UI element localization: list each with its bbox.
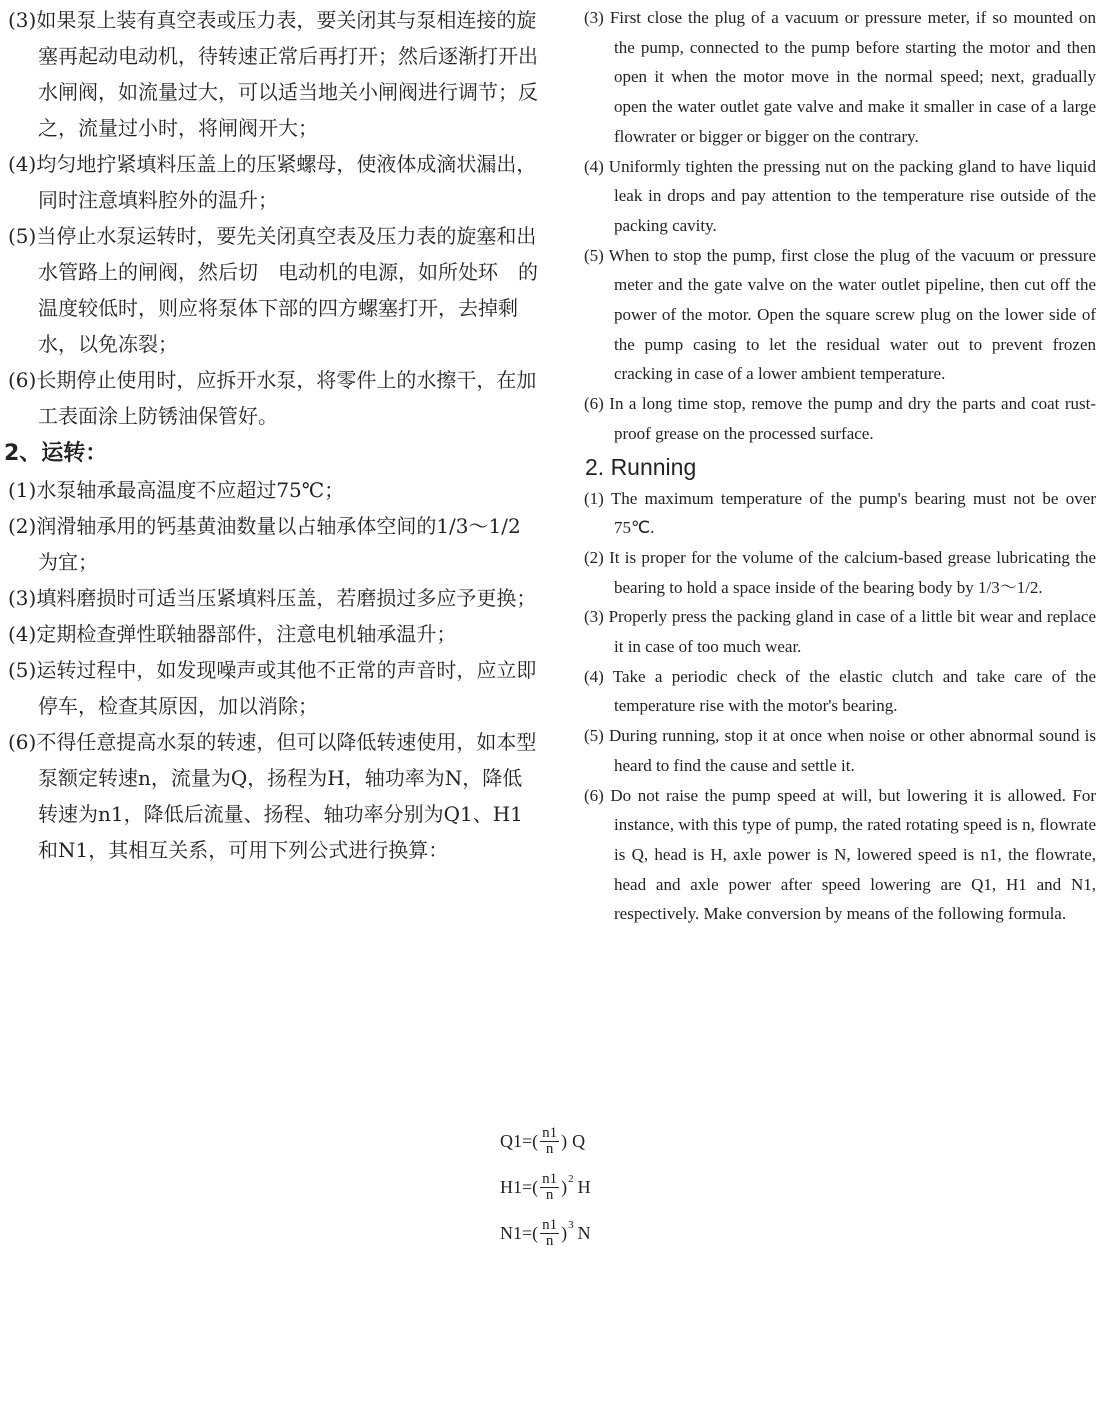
en-running-item-1: (1) The maximum temperature of the pump's bearing must not be over 75℃. xyxy=(584,488,1096,538)
formula-fraction xyxy=(540,1218,559,1249)
en-item-6-long-stop: (6) In a long time stop, remove the pump and dry the parts and coat rust-proof grease on the processed surface. xyxy=(584,394,1096,443)
fraction-numerator: n1 xyxy=(542,1216,558,1233)
formula-fraction xyxy=(540,1172,559,1203)
cn-item-5-stop: (5)当停止水泵运转时，要先关闭真空表及压力表的旋塞和出水管路上的闸阀，然后切 电动机的电源，如所处环 的温度较低时，则应将泵体下部的四方螺塞打开，去掉剩水，以免冻裂； xyxy=(8,224,538,356)
en-running-heading: 2. Running xyxy=(585,453,697,480)
formula-lhs: Q1=( xyxy=(500,1130,539,1151)
en-running-item-4: (4) Take a periodic check of the elastic clutch and take care of the temperature rise with the motor's bearing. xyxy=(584,666,1096,716)
fraction-denominator: n xyxy=(545,1232,554,1249)
formula-rhs: Q xyxy=(572,1130,586,1151)
cn-running-item-5: (5)运转过程中，如发现噪声或其他不正常的声音时，应立即停车，检查其原因，加以消除； xyxy=(8,658,537,718)
formula-rhs: H xyxy=(577,1176,591,1197)
formula-power: 2 xyxy=(568,1173,574,1185)
cn-running-item-1: (1)水泵轴承最高温度不应超过75℃； xyxy=(8,478,345,502)
en-item-3-plug: (3) First close the plug of a vacuum or pressure meter, if so mounted on the pump, connected to the pump before starting the motor and then open it when the motor move in the normal speed; next, gradually open the water outlet gate valve and make it smaller in case of a large flowrater or bigger or bigger on the contrary. xyxy=(584,8,1096,146)
fraction-denominator: n xyxy=(545,1186,554,1203)
english-column xyxy=(584,0,1096,929)
chinese-column xyxy=(0,0,540,868)
cn-item-4-gland: (4)均匀地拧紧填料压盖上的压紧螺母，使液体成滴状漏出，同时注意填料腔外的温升； xyxy=(8,152,537,212)
formula-lhs: H1=( xyxy=(500,1176,539,1197)
fraction-denominator: n xyxy=(545,1140,554,1157)
formula-lhs: N1=( xyxy=(500,1222,539,1243)
cn-running-item-2: (2)润滑轴承用的钙基黄油数量以占轴承体空间的1/3～1/2为宜； xyxy=(8,514,521,574)
cn-running-item-4: (4)定期检查弹性联轴器部件，注意电机轴承温升； xyxy=(8,622,457,646)
en-item-4-gland: (4) Uniformly tighten the pressing nut on the packing gland to have liquid leak in drops and pay attention to the temperature rise outside of the packing cavity. xyxy=(584,156,1096,235)
cn-item-3-plug: (3)如果泵上装有真空表或压力表，要关闭其与泵相连接的旋塞再起动电动机，待转速正常后再打开；然后逐渐打开出水闸阀，如流量过大，可以适当地关小闸阀进行调节；反之，流量过小时，将闸阀开大； xyxy=(8,8,538,140)
conversion-formulas xyxy=(500,1118,591,1256)
formula-close-paren: ) xyxy=(561,1222,568,1243)
en-running-item-5: (5) During running, stop it at once when noise or other abnormal sound is heard to find the cause and settle it. xyxy=(584,726,1096,775)
fraction-numerator: n1 xyxy=(542,1124,558,1141)
formula-close-paren: ) xyxy=(561,1176,568,1197)
formula-flowrate xyxy=(500,1118,591,1164)
cn-running-item-6: (6)不得任意提高水泵的转速，但可以降低转速使用，如本型泵额定转速n，流量为Q，扬程为H，轴功率为N，降低转速为n1，降低后流量、扬程、轴功率分别为Q1、H1和N1，其相互关系，可用下列公式进行换算： xyxy=(8,730,537,862)
en-running-item-2: (2) It is proper for the volume of the calcium-based grease lubricating the bearing to hold a space inside of the bearing body by 1/3～1/2. xyxy=(584,547,1096,597)
formula-head xyxy=(500,1164,591,1210)
cn-item-6-long-stop: (6)长期停止使用时，应拆开水泵，将零件上的水擦干，在加工表面涂上防锈油保管好。 xyxy=(8,368,537,428)
formula-close-paren: ) xyxy=(561,1130,568,1151)
cn-running-item-3: (3)填料磨损时可适当压紧填料压盖，若磨损过多应予更换； xyxy=(8,586,537,610)
cn-running-heading: 2、运转： xyxy=(4,441,108,466)
en-running-item-6: (6) Do not raise the pump speed at will, but lowering it is allowed. For instance, with this type of pump, the rated rotating speed is n, flowrate is Q, head is H, axle power is N, lowered speed is n1, the flowrate, head and axle power after speed lowering are Q1, H1 and N1, respectively. Make conversion by means of the following formula. xyxy=(584,785,1096,924)
formula-fraction xyxy=(540,1126,559,1157)
fraction-numerator: n1 xyxy=(542,1170,558,1187)
formula-axle-power xyxy=(500,1210,591,1256)
formula-power: 3 xyxy=(568,1219,574,1231)
formula-rhs: N xyxy=(577,1222,591,1243)
en-running-item-3: (3) Properly press the packing gland in case of a little bit wear and replace it in case of too much wear. xyxy=(584,607,1096,657)
en-item-5-stop: (5) When to stop the pump, first close the plug of the vacuum or pressure meter and the gate valve on the water outlet pipeline, then cut off the power of the motor. Open the square screw plug on the lower side of the pump casing to let the residual water out to prevent frozen cracking in case of a lower ambient temperature. xyxy=(584,245,1096,384)
